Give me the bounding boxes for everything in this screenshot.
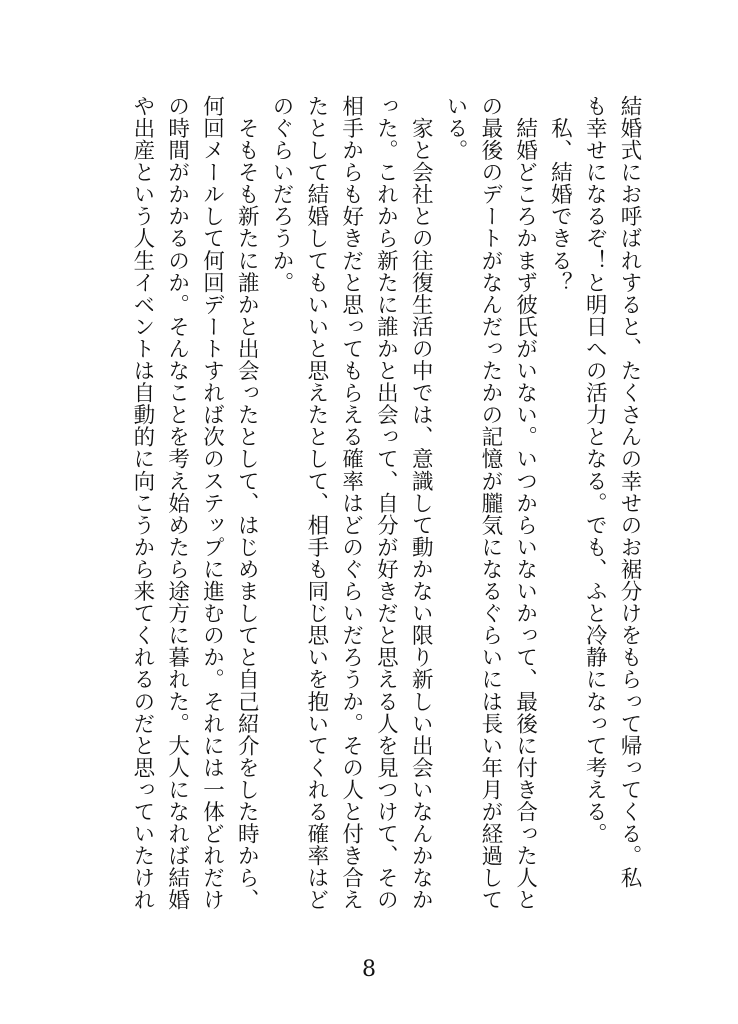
text-line: や出産という人生イベントは自動的に向こうから来てくれるのだと思っていたけれ <box>129 95 155 911</box>
text-line: 結婚式にお呼ばれすると、たくさんの幸せのお裾分けをもらって帰ってくる。私 <box>617 95 642 889</box>
text-line: も幸せになるぞ！と明日への活力となる。でも、ふと冷静になって考える。 <box>582 95 608 845</box>
text-line: った。これから新たに誰かと出会って、自分が好きだと思える人を見つけて、その <box>373 95 399 911</box>
text-line: 相手からも好きだと思ってもらえる確率はどのぐらいだろうか。その人と付き合え <box>338 95 364 911</box>
text-line: そもそも新たに誰かと出会ったとして、はじめましてと自己紹介をした時から、 <box>234 95 260 911</box>
text-line: 結婚どころかまず彼氏がいない。いつからいないかって、最後に付き合った人と <box>512 95 538 911</box>
text-line: の最後のデートがなんだったかの記憶が朧気になるぐらいには長い年月が経過して <box>477 95 503 911</box>
vertical-body-text <box>71 95 646 940</box>
page-number: 8 <box>362 957 376 982</box>
text-line: たとして結婚してもいいと思えたとして、相手も同じ思いを抱いてくれる確率はど <box>303 95 329 911</box>
text-line: のぐらいだろうか。 <box>269 95 295 294</box>
text-line: 私、結婚できる？ <box>547 95 573 294</box>
text-line: 家と会社との往復生活の中では、意識して動かない限り新しい出会いなんかなか <box>408 95 434 911</box>
text-line: 何回メールして何回デートすれば次のステップに進むのか。それには一体どれだけ <box>199 95 225 911</box>
text-line: いる。 <box>443 95 469 162</box>
text-line: の時間がかかるのか。そんなことを考え始めたら途方に暮れた。大人になれば結婚 <box>164 95 190 911</box>
